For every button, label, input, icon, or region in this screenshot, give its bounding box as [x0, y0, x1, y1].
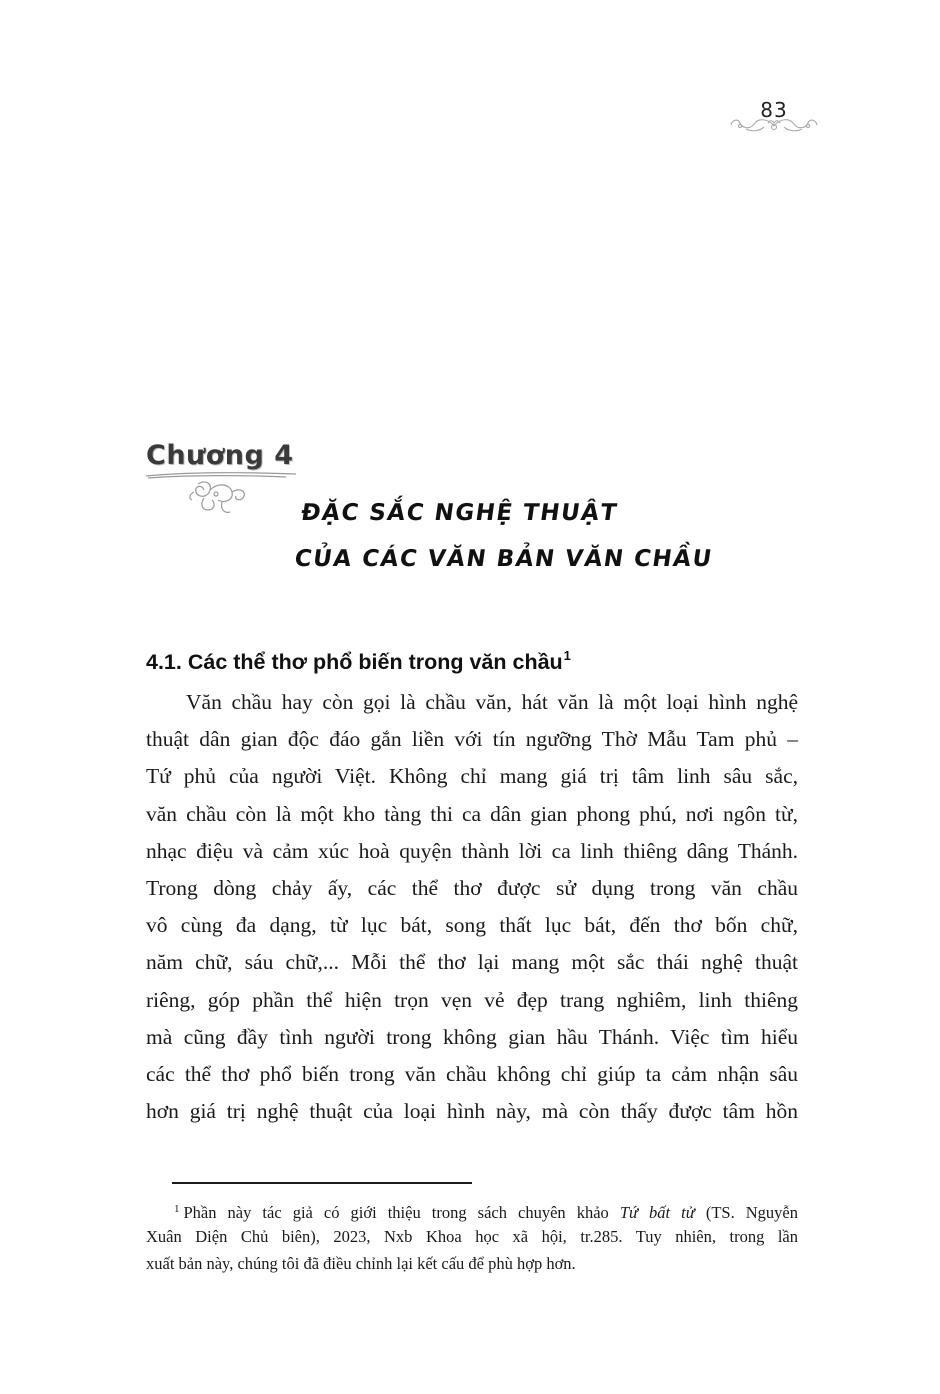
chapter-title	[292, 490, 723, 582]
footnote	[146, 1196, 798, 1277]
chapter-title-line-1: ĐẶC SẮC NGHỆ THUẬT	[299, 500, 620, 526]
footnote-line	[146, 1196, 798, 1223]
body-line: năm chữ, sáu chữ,... Mỗi thể thơ lại mang một sắc thái nghệ thuật	[146, 950, 798, 975]
footnote-line: xuất bản này, chúng tôi đã điều chỉnh lại kết cấu để phù hợp hơn.	[146, 1254, 576, 1273]
body-line: nhạc điệu và cảm xúc hoà quyện thành lời ca linh thiêng dâng Thánh.	[146, 838, 798, 863]
footnote-mark: 1	[174, 1203, 180, 1215]
footnote-text: (TS. Nguyễn	[694, 1203, 798, 1222]
body-line: các thể thơ phổ biến trong văn chầu không chỉ giúp ta cảm nhận sâu	[146, 1061, 798, 1086]
body-line: Tứ phủ của người Việt. Không chỉ mang giá trị tâm linh sâu sắc,	[146, 764, 798, 789]
footnote-book-title: Tứ bất tử	[619, 1203, 695, 1222]
body-line: riêng, góp phần thể hiện trọn vẹn vẻ đẹp trang nghiêm, linh thiêng	[146, 987, 798, 1012]
footnote-text: Phần này tác giả có giới thiệu trong sách chuyên khảo	[183, 1203, 620, 1222]
section-heading-text: 4.1. Các thể thơ phổ biến trong văn chầu	[146, 650, 563, 674]
chapter-label: Chương 4	[146, 440, 294, 471]
body-line: vô cùng đa dạng, từ lục bát, song thất lục bát, đến thơ bốn chữ,	[146, 913, 798, 938]
body-line: Trong dòng chảy ấy, các thể thơ được sử dụng trong văn chầu	[146, 875, 798, 900]
page-number-block	[728, 96, 820, 136]
body-line: hơn giá trị nghệ thuật của loại hình này, mà còn thấy được tâm hồn	[146, 1099, 798, 1124]
chapter-title-line-2: CỦA CÁC VĂN BẢN VĂN CHẦU	[292, 546, 715, 572]
footnote-line: Xuân Diện Chủ biên), 2023, Nxb Khoa học xã hội, tr.285. Tuy nhiên, trong lần	[146, 1227, 798, 1246]
section-heading	[146, 648, 571, 675]
body-line: văn chầu còn là một kho tàng thi ca dân gian phong phú, nơi ngôn từ,	[146, 801, 798, 826]
body-line: mà cũng đầy tình người trong không gian hầu Thánh. Việc tìm hiểu	[146, 1024, 798, 1049]
swirl-flourish-icon	[146, 470, 306, 518]
body-line: Văn chầu hay còn gọi là chầu văn, hát văn là một loại hình nghệ	[186, 690, 798, 714]
body-paragraph	[146, 684, 798, 1130]
body-line: thuật dân gian độc đáo gắn liền với tín ngưỡng Thờ Mẫu Tam phủ –	[146, 727, 798, 752]
page-number: 83	[760, 98, 788, 122]
footnote-divider	[172, 1182, 472, 1184]
footnote-reference[interactable]: 1	[563, 648, 571, 663]
